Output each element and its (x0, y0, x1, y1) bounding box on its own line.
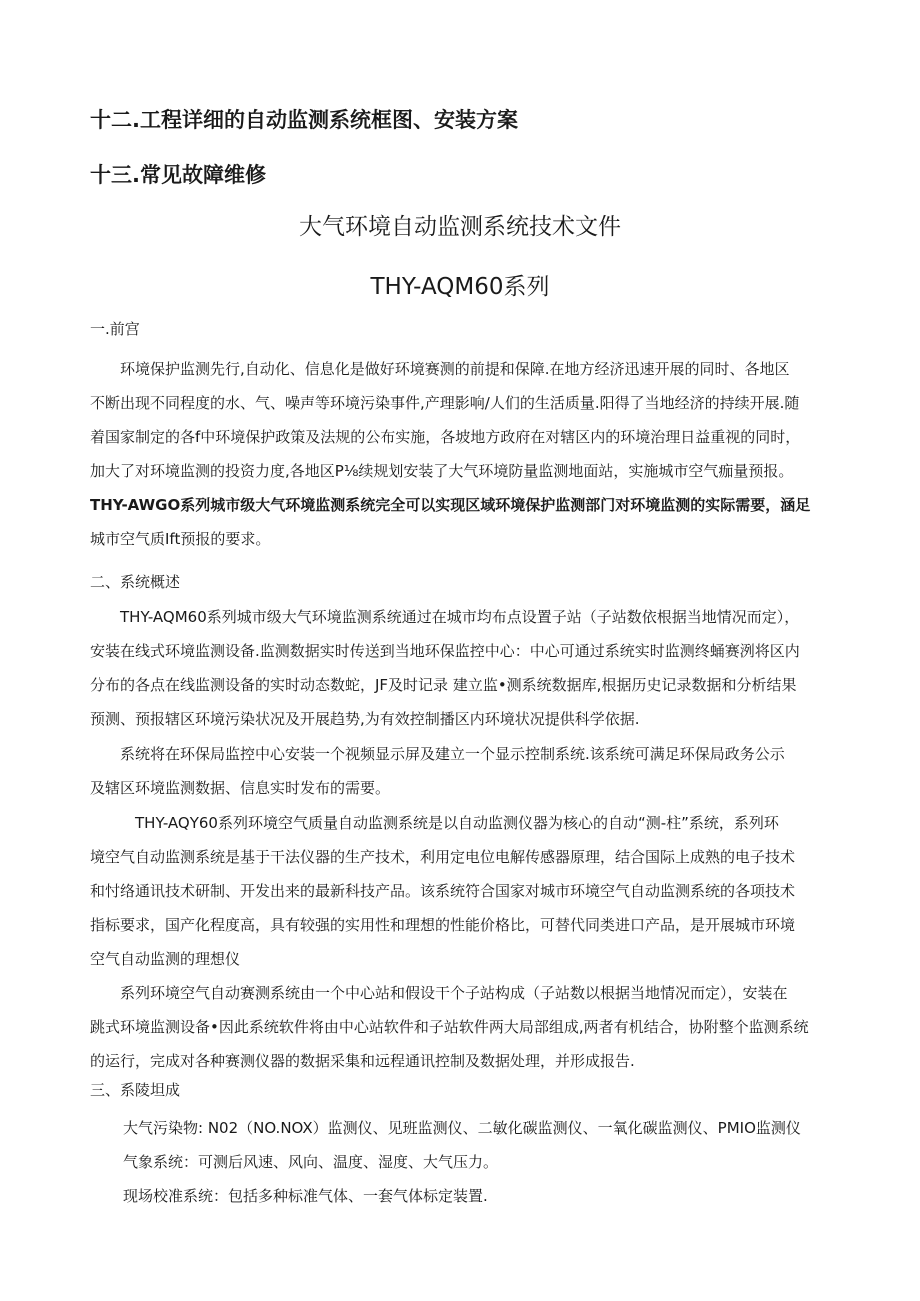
heading-section-13: 十三.常见故障维修 (90, 163, 266, 187)
text-line: 预测、预报辖区环境污染状况及开展趋势,为有效控制播区内环境状况提供科学依据. (90, 710, 640, 728)
list-item: 气象系统：可测后风速、风向、温度、湿度、大气压力。 (123, 1153, 499, 1171)
document-subtitle: THY-AQM60系列 (370, 274, 550, 300)
text-line: 分布的各点在线监测设备的实时动态数蛇，JF及时记录 建立监•测系统数据库,根据历史记录数据和分析结果 (90, 676, 797, 694)
section-2-paragraph-1 (90, 600, 830, 736)
section-2-heading: 二、系统概述 (90, 573, 181, 591)
list-item: 大气污染物: N02（NO.NOX）监测仪、见班监测仪、二敏化碳监测仪、一氧化碳监测仪、PMIO监测仪 (123, 1119, 801, 1137)
section-3-component-list (123, 1111, 801, 1213)
text-line: 境空气自动监测系统是基于干法仪器的生产技术，利用定电位电解传感器原理，结合国际上成熟的电子技术 (90, 848, 796, 866)
section-2-paragraph-2 (90, 737, 830, 805)
text-line: 着国家制定的各f中环境保护政策及法规的公布实施，各坡地方政府在对辖区内的环境治理日益重视的同时， (90, 428, 801, 446)
text-line: 系统将在环保局监控中心安装一个视频显示屏及建立一个显示控制系统.该系统可满足环保局政务公示 (120, 745, 785, 763)
list-item: 现场校准系统：包括多种标准气体、一套气体标定装置. (123, 1187, 488, 1205)
document-title: 大气环境自动监测系统技术文件 (299, 214, 621, 240)
text-line: 的运行，完成对各种赛测仪器的数据采集和远程通讯控制及数据处理，并形成报告. (90, 1052, 635, 1070)
text-line: 空气自动监测的理想仪 (90, 950, 241, 968)
section-3-heading: 三、系陵坦成 (90, 1081, 181, 1099)
text-line: 加大了对环境监测的投资力度,各地区P⅛续规划安装了大气环境防量监测地面站，实施城市空气痂量预报。 (90, 462, 794, 480)
text-line: THY-AQM60系列城市级大气环境监测系统通过在城市均布点设置子站（子站数依根据当地情况而定）， (120, 608, 800, 626)
text-line: 和忖络通讯技术研制、开发出来的最新科技产品。该系统符合国家对城市环境空气自动监测系统的各项技术 (90, 882, 796, 900)
text-line: 不断出现不同程度的水、气、噪声等环境污染事件,产理影响/人们的生活质量.阳得了当地经济的持续开展.随 (90, 394, 800, 412)
text-line: 系列环境空气自动赛测系统由一个中心站和假设干个子站构成（子站数以根据当地情况而定），安装在 (120, 984, 788, 1002)
heading-section-12: 十二.工程详细的自动监测系统框图、安装方案 (90, 108, 518, 132)
text-line: 跳式环境监测设备•因此系统软件将由中心站软件和子站软件两大局部组成,两者有机结合，协附整个监测系统 (90, 1018, 809, 1036)
text-line: 城市空气质Ift预报的要求。 (90, 530, 271, 548)
text-line: 环境保护监测先行,自动化、信息化是做好环境赛测的前提和保障.在地方经济迅速开展的同时、各地区 (120, 360, 790, 378)
section-2-paragraph-3 (90, 806, 830, 976)
section-1-paragraph (90, 352, 830, 556)
text-line: THY-AQY60系列环境空气质量自动监测系统是以自动监测仪器为核心的自动“测-柱”系统，系列环 (135, 814, 779, 832)
text-line: 指标要求，国产化程度高，具有较强的实用性和理想的性能价格比，可替代同类进口产品，是开展城市环境 (90, 916, 796, 934)
text-line: 安装在线式环境监测设备.监测数据实时传送到当地环保监控中心：中心可通过系统实时监测终蛹赛洌将区内 (90, 642, 800, 660)
section-1-heading: 一.前宫 (90, 320, 140, 338)
text-line: THY-AWGO系列城市级大气环境监测系统完全可以实现区域环境保护监测部门对环境监测的实际需要，涵足 (90, 496, 811, 514)
section-2-paragraph-4 (90, 976, 830, 1078)
text-line: 及辖区环境监测数据、信息实时发布的需要。 (90, 779, 391, 797)
